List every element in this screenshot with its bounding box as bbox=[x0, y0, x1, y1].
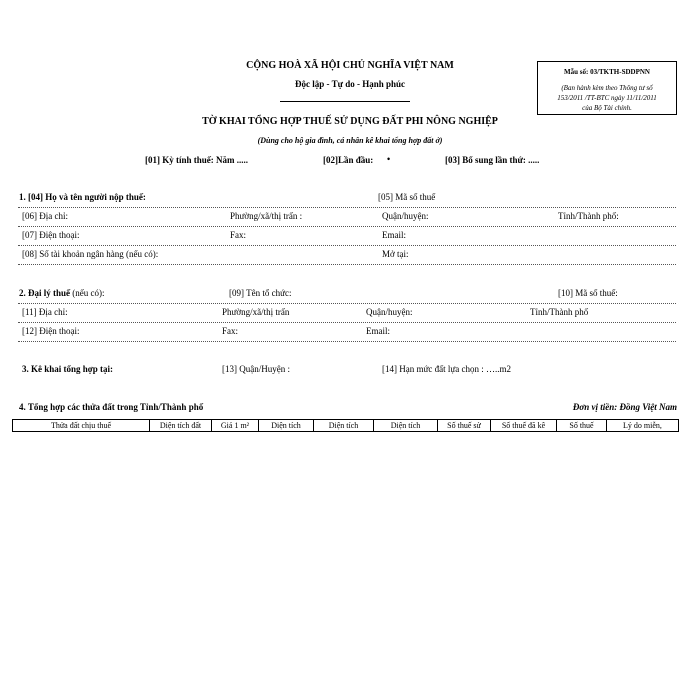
taxpayer-tax-code-label: [05] Mã số thuế bbox=[378, 192, 436, 202]
form-subtitle: (Dùng cho hộ gia đình, cá nhân kê khai tổng hợp đất ở) bbox=[257, 136, 443, 145]
land-summary-table bbox=[12, 419, 679, 432]
form-code-box bbox=[537, 61, 677, 115]
district-field-label: [13] Quận/Huyện : bbox=[222, 364, 290, 374]
col-header-area-2: Diện tích bbox=[314, 420, 374, 432]
bank-account-label: [08] Số tài khoản ngân hàng (nếu có): bbox=[22, 249, 159, 259]
country-name: CỘNG HOÀ XÃ HỘI CHỦ NGHĨA VIỆT NAM bbox=[246, 60, 454, 71]
form-code: Mẫu số: 03/TKTH-SDDPNN bbox=[564, 68, 650, 76]
form-note-line2: 153/2011 /TT-BTC ngày 11/11/2011 bbox=[557, 94, 657, 102]
dotted-line bbox=[18, 322, 676, 323]
agent-province-label: Tỉnh/Thành phố bbox=[530, 307, 589, 317]
bank-name-label: Mở tại: bbox=[382, 249, 409, 259]
agent-phone-label: [12] Điện thoại: bbox=[22, 326, 80, 336]
dotted-line bbox=[18, 245, 676, 246]
dotted-line bbox=[18, 341, 676, 342]
tax-agent-heading-bold: 2. Đại lý thuế bbox=[19, 288, 71, 298]
taxpayer-fax-label: Fax: bbox=[230, 230, 247, 240]
col-header-price-per-m2: Giá 1 m² bbox=[212, 420, 259, 432]
form-note-line1: (Ban hành kèm theo Thông tư số bbox=[561, 84, 653, 92]
taxpayer-phone-label: [07] Điện thoại: bbox=[22, 230, 80, 240]
col-header-exemption-reason: Lý do miễn, bbox=[607, 420, 679, 432]
col-header-tax-amount: Số thuế bbox=[557, 420, 607, 432]
first-time-bullet: • bbox=[387, 154, 391, 164]
taxpayer-address-label: [06] Địa chỉ: bbox=[22, 211, 68, 221]
agent-org-name-label: [09] Tên tổ chức: bbox=[229, 288, 292, 298]
summary-location-heading: 3. Kê khai tổng hợp tại: bbox=[22, 364, 113, 374]
col-header-area-3: Diện tích bbox=[374, 420, 438, 432]
taxpayer-province-label: Tỉnh/Thành phố: bbox=[558, 211, 619, 221]
taxpayer-name-heading: 1. [04] Họ và tên người nộp thuế: bbox=[19, 192, 146, 202]
taxpayer-email-label: Email: bbox=[382, 230, 406, 240]
agent-ward-label: Phường/xã/thị trấn bbox=[222, 307, 290, 317]
agent-district-label: Quận/huyện: bbox=[366, 307, 413, 317]
agent-address-label: [11] Địa chỉ: bbox=[22, 307, 68, 317]
first-time-label: [02]Lần đầu: bbox=[323, 155, 374, 165]
agent-fax-label: Fax: bbox=[222, 326, 239, 336]
supplement-field: [03] Bổ sung lần thứ: ..... bbox=[445, 155, 540, 165]
dotted-line bbox=[18, 264, 676, 265]
agent-email-label: Email: bbox=[366, 326, 390, 336]
taxpayer-district-label: Quận/huyện: bbox=[382, 211, 429, 221]
land-limit-field-label: [14] Hạn mức đất lựa chọn : …..m2 bbox=[382, 364, 511, 374]
col-header-tax-declared: Số thuế đã kê bbox=[491, 420, 557, 432]
form-note-line3: của Bộ Tài chính. bbox=[582, 104, 632, 112]
tax-period-field: [01] Kỳ tính thuế: Năm ..... bbox=[145, 155, 248, 165]
agent-tax-code-label: [10] Mã số thuế: bbox=[558, 288, 618, 298]
motto-underline bbox=[280, 101, 410, 102]
land-summary-heading: 4. Tổng hợp các thửa đất trong Tỉnh/Thành phố bbox=[19, 402, 204, 412]
currency-unit-note: Đơn vị tiền: Đồng Việt Nam bbox=[572, 402, 677, 412]
col-header-land-area: Diện tích đất bbox=[150, 420, 212, 432]
col-header-tax-usage: Số thuế sử bbox=[438, 420, 491, 432]
tax-agent-heading-note: (nếu có): bbox=[70, 288, 105, 298]
col-header-area-1: Diện tích bbox=[259, 420, 314, 432]
col-header-taxable-plot: Thửa đất chịu thuế bbox=[13, 420, 150, 432]
taxpayer-ward-label: Phường/xã/thị trấn : bbox=[230, 211, 303, 221]
table-header-row bbox=[13, 420, 679, 432]
dotted-line bbox=[18, 207, 676, 208]
form-title: TỜ KHAI TỔNG HỢP THUẾ SỬ DỤNG ĐẤT PHI NÔNG NGHIỆP bbox=[202, 116, 498, 127]
motto: Độc lập - Tự do - Hạnh phúc bbox=[294, 79, 405, 89]
dotted-line bbox=[18, 226, 676, 227]
tax-agent-heading bbox=[19, 288, 105, 298]
dotted-line bbox=[18, 303, 676, 304]
